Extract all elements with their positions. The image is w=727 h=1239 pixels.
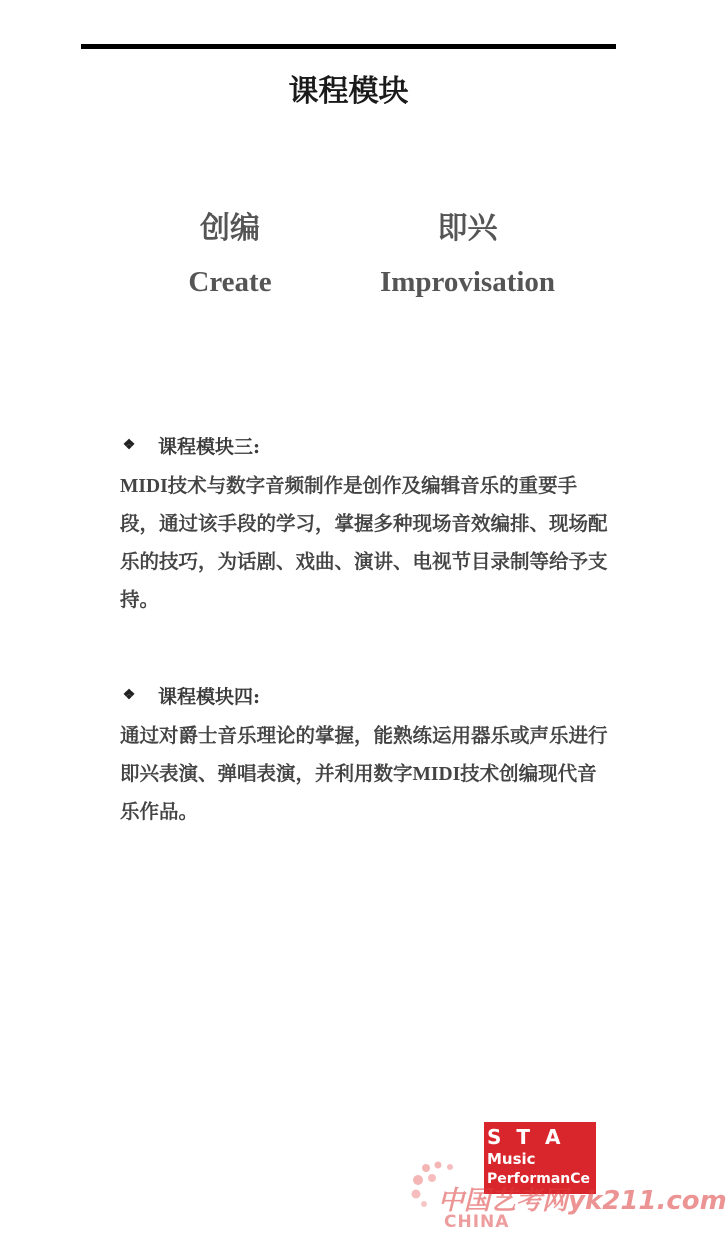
module-create <box>160 208 300 302</box>
logo-line-sta: S T A <box>487 1125 565 1149</box>
section-module-four <box>120 680 610 832</box>
module-improvisation-cn: 即兴 <box>437 211 498 246</box>
section-body: 通过对爵士音乐理论的掌握，能熟练运用器乐或声乐进行即兴表演、弹唱表演，并利用数字MIDI技术创编现代音乐作品。 <box>120 726 608 823</box>
section-heading: 课程模块四: <box>158 685 261 708</box>
module-create-cn: 创编 <box>200 211 260 246</box>
module-create-en: Create <box>188 266 272 298</box>
module-improvisation-en: Improvisation <box>379 266 556 298</box>
watermark-text: 中国艺考网yk211.com <box>438 1186 727 1216</box>
section-module-three <box>120 430 610 620</box>
watermark <box>410 1158 727 1238</box>
section-heading-row <box>120 430 610 460</box>
diamond-bullet-icon: ❖ <box>122 437 136 453</box>
logo-line-performance: PerformanCe <box>487 1171 591 1187</box>
top-rule <box>81 44 616 49</box>
module-improvisation <box>360 208 575 302</box>
section-heading: 课程模块三: <box>158 435 261 458</box>
logo-line-music: Music <box>487 1150 536 1168</box>
watermark-subtext: CHINA <box>444 1212 510 1232</box>
page-title: 课程模块 <box>288 74 409 109</box>
section-heading-row <box>120 680 610 710</box>
section-body: MIDI技术与数字音频制作是创作及编辑音乐的重要手段，通过该手段的学习，掌握多种现场音效编排、现场配乐的技巧，为话剧、戏曲、演讲、电视节目录制等给予支持。 <box>120 476 608 611</box>
diamond-bullet-icon: ❖ <box>122 687 136 703</box>
